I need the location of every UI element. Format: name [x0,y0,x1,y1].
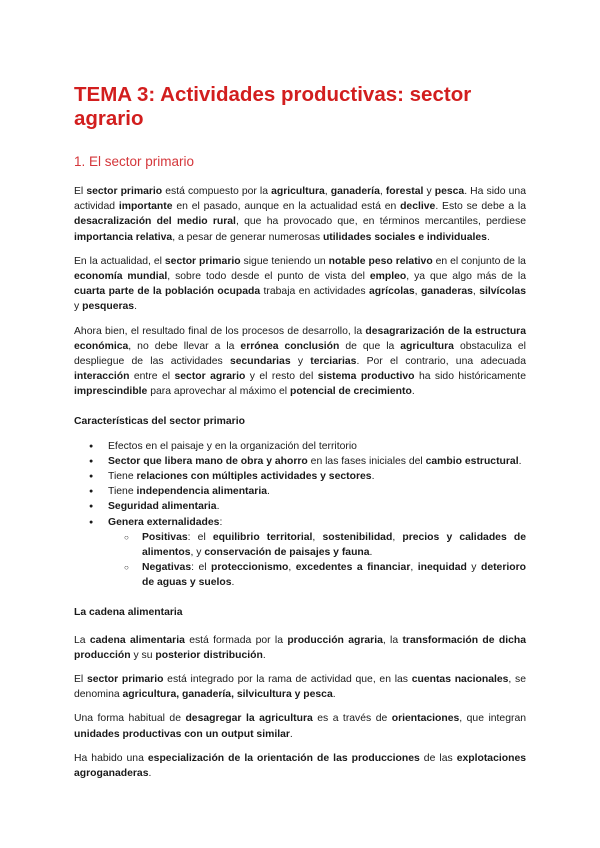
paragraph-orientaciones: Una forma habitual de desagregar la agricultura es a través de orientaciones, que integran unidades productivas con un output similar. [74,713,527,740]
paragraph-cadena: La cadena alimentaria está formada por la producción agraria, la transformación de dicha producción y su posterior distribución. [74,634,526,661]
paragraph-intro: El sector primario está compuesto por la agricultura, ganadería, forestal y pesca. Ha sido una actividad importante en el pasado, aunque en la actualidad está en declive. Esto se debe a la desacralización del medio rural, que ha provocado que, en términos mercantiles, perdiese importancia relativa, a pesar de generar numerosas utilidades sociales e individuales. [74,186,526,243]
externalities-sublist [108,530,526,591]
list-item: ● Tiene independencia alimentaria. [74,484,526,499]
document-title: TEMA 3: Actividades productivas: sector agrario [74,83,472,130]
paragraph-especializacion: Ha habido una especialización de la orientación de las producciones de las explotaciones agroganaderas. [74,752,526,780]
section-heading-sector-primario: 1. El sector primario [74,154,195,169]
paragraph-actualidad: En la actualidad, el sector primario sigue teniendo un notable peso relativo en el conjunto de la economía mundial, sobre todo desde el punto de vista del empleo, ya que algo más de la cuarta parte de la población ocupada trabaja en actividades agrícolas, ganaderas, silvícolas y pesqueras. [74,255,526,313]
paragraph-rama-actividad: El sector primario está integrado por la rama de actividad que, en las cuentas nacionales, se denomina agricultura, ganadería, silvicultura y pesca. [74,674,526,701]
list-item: ● Tiene relaciones con múltiples actividades y sectores. [74,469,526,484]
sublist-item-negativas: ○ Negativas: el proteccionismo, excedentes a financiar, inequidad y deterioro de aguas y suelos. [120,560,526,590]
list-item: ● Seguridad alimentaria. [74,499,526,514]
subheading-cadena-alimentaria: La cadena alimentaria [74,606,183,618]
list-item: ● Genera externalidades: ○ Positivas: el equilibrio territorial, sostenibilidad, precios y calidades de alimentos, y conservación de paisajes y fauna. ○ Negativas: el proteccionismo, excedentes a financiar, inequidad y deterioro de aguas y suelos. [74,515,526,591]
sublist-item-positivas: ○ Positivas: el equilibrio territorial, sostenibilidad, precios y calidades de alimentos, y conservación de paisajes y fauna. [120,530,526,560]
paragraph-desagrarizacion: Ahora bien, el resultado final de los procesos de desarrollo, la desagrarización de la estructura económica, no debe llevar a la errónea conclusión de que la agricultura obstaculiza el despliegue de las actividades secundarias y terciarias. Por el contrario, una adecuada interacción entre el sector agrario y el resto del sistema productivo ha sido históricamente imprescindible para aprovechar al máximo el potencial de crecimiento. [74,325,526,398]
list-item: ● Efectos en el paisaje y en la organización del territorio [74,439,526,454]
list-item: ● Sector que libera mano de obra y ahorro en las fases iniciales del cambio estructural. [74,454,526,469]
characteristics-list [74,439,526,591]
subheading-caracteristicas: Características del sector primario [74,415,245,427]
